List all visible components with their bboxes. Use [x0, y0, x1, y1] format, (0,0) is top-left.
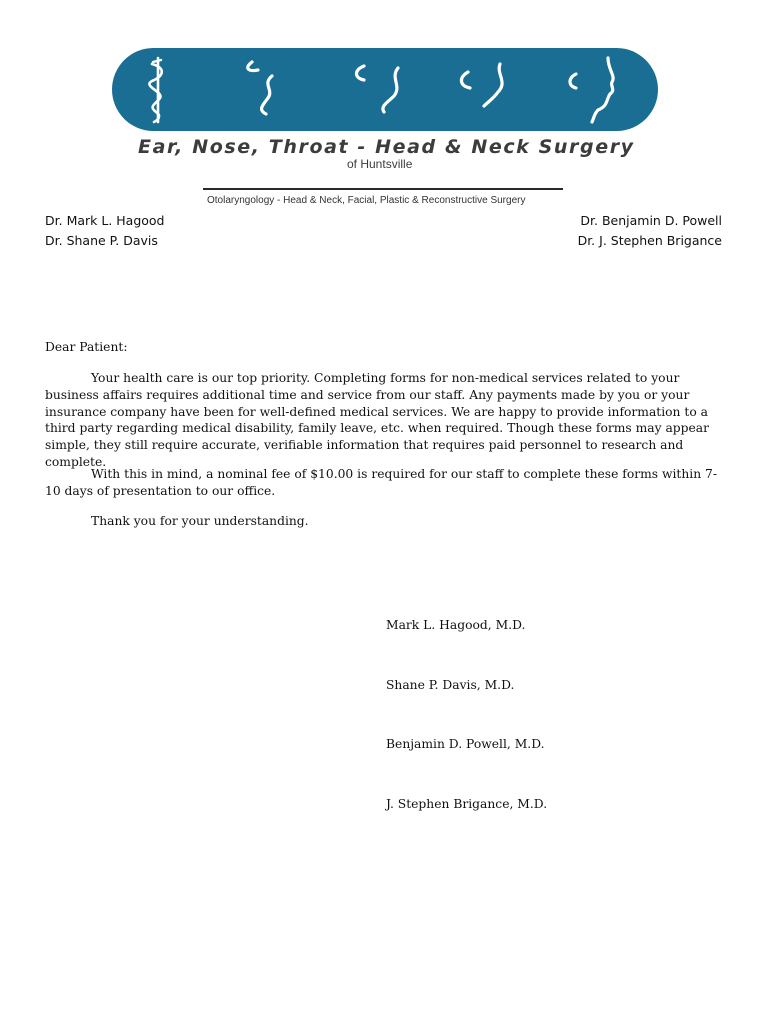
signature-block [386, 618, 547, 856]
signature-name: J. Stephen Brigance, M.D. [386, 796, 548, 811]
practice-name: Ear, Nose, Throat - Head & Neck Surgery [138, 136, 635, 158]
letter-paragraph [45, 370, 730, 471]
paragraph-text: Thank you for your understanding. [91, 514, 309, 528]
signature-name: Shane P. Davis, M.D. [386, 677, 515, 692]
header-divider [203, 188, 563, 190]
specialty-line: Otolaryngology - Head & Neck, Facial, Plastic & Reconstructive Surgery [207, 195, 526, 206]
practice-location: of Huntsville [347, 157, 413, 171]
salutation: Dear Patient: [45, 340, 128, 354]
doctor-list-right [578, 211, 722, 251]
letter-paragraph [45, 513, 730, 530]
paragraph-text: Your health care is our top priority. Completing forms for non-medical services related to your business affairs requires additional time and service from our staff. Any payments made by you or your insurance company have been for well-defined medical services. We are happy to provide information to a third party regarding medical disability, family leave, etc. when required. Though these forms may appear simple, they still require accurate, verifiable information that requires paid personnel to research and complete. [45, 371, 710, 469]
doctor-name: Dr. Shane P. Davis [45, 233, 158, 248]
paragraph-text: With this in mind, a nominal fee of $10.00 is required for our staff to complete these forms within 7-10 days of presentation to our office. [45, 467, 718, 498]
signature-name: Mark L. Hagood, M.D. [386, 618, 526, 632]
doctor-name: Dr. J. Stephen Brigance [577, 233, 722, 248]
logo-graphic [112, 48, 658, 131]
letter-paragraph [45, 466, 730, 500]
letterhead [0, 0, 770, 215]
doctor-name: Dr. Benjamin D. Powell [580, 213, 722, 228]
signature-name: Benjamin D. Powell, M.D. [386, 737, 545, 751]
logo-banner [112, 48, 658, 131]
doctor-list-left [45, 211, 165, 251]
doctor-name: Dr. Mark L. Hagood [45, 213, 165, 228]
